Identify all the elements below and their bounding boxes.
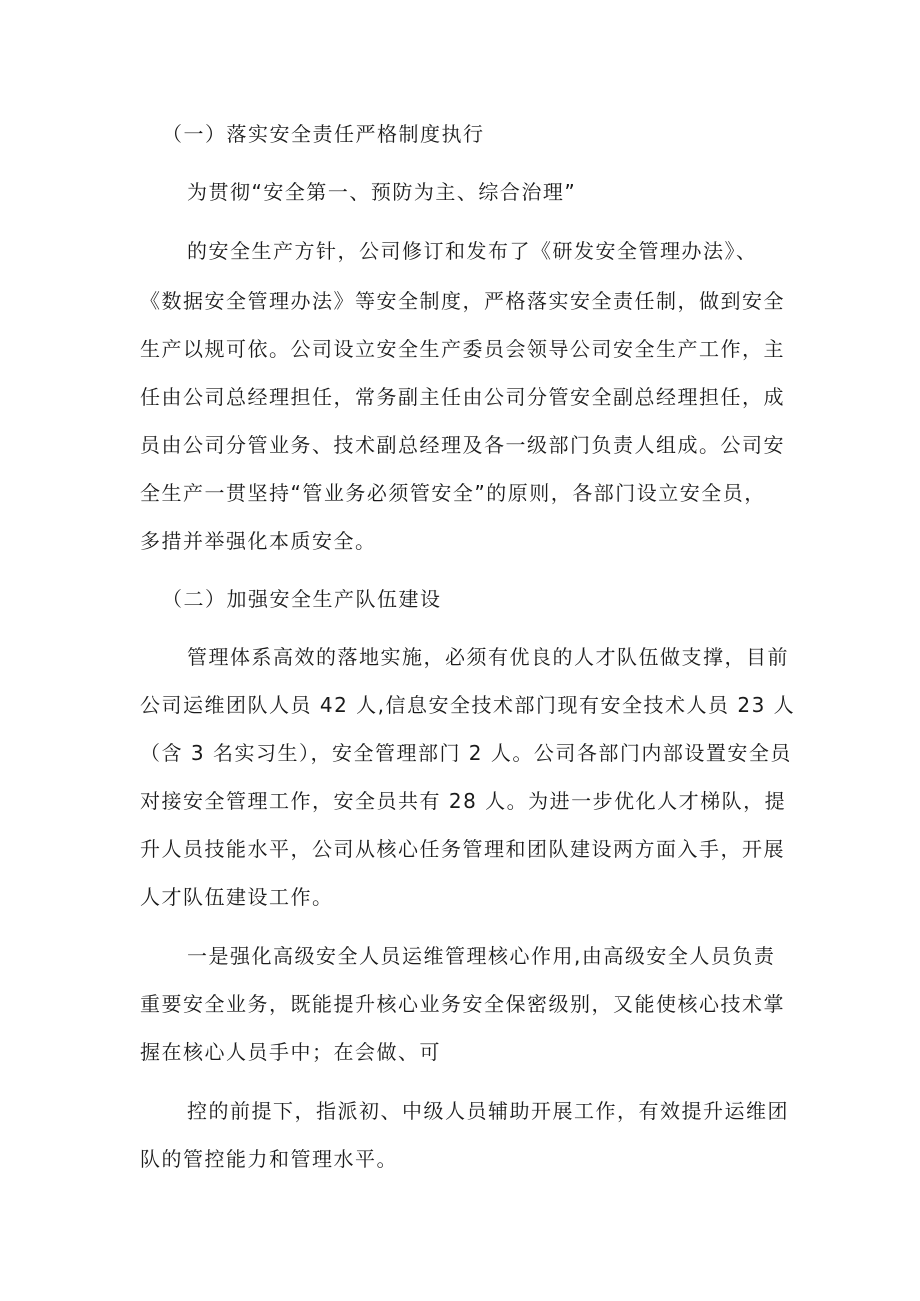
section-heading-2: （二）加强安全生产队伍建设 xyxy=(162,587,442,611)
paragraph-line: 握在核心人员手中；在会做、可 xyxy=(140,1040,441,1064)
paragraph-line: 管理体系高效的落地实施，必须有优良的人才队伍做支撑，目前 xyxy=(187,645,789,669)
paragraph-line: 生产以规可依。公司设立安全生产委员会领导公司安全生产工作，主 xyxy=(140,337,785,361)
paragraph-line: 对接安全管理工作，安全员共有 28 人。为进一步优化人才梯队，提 xyxy=(140,789,787,813)
paragraph-line: 升人员技能水平，公司从核心任务管理和团队建设两方面入手，开展 xyxy=(140,837,785,861)
paragraph-line: 《数据安全管理办法》等安全制度，严格落实安全责任制，做到安全 xyxy=(140,289,785,313)
paragraph-line: 全生产一贯坚持“管业务必须管安全”的原则，各部门设立安全员， xyxy=(140,481,766,505)
paragraph-line: 的安全生产方针，公司修订和发布了《研发安全管理办法》、 xyxy=(187,239,758,263)
paragraph-line: 队的管控能力和管理水平。 xyxy=(140,1147,398,1171)
paragraph-line: 一是强化高级安全人员运维管理核心作用,由高级安全人员负责 xyxy=(187,944,776,968)
paragraph-line: 重要安全业务，既能提升核心业务安全保密级别，又能使核心技术掌 xyxy=(140,992,785,1016)
paragraph-line: 员由公司分管业务、技术副总经理及各一级部门负责人组成。公司安 xyxy=(140,433,785,457)
paragraph-line: 为贯彻“安全第一、预防为主、综合治理” xyxy=(187,180,577,204)
section-heading-1: （一）落实安全责任严格制度执行 xyxy=(162,122,485,146)
paragraph-line: 任由公司总经理担任，常务副主任由公司分管安全副总经理担任，成 xyxy=(140,385,785,409)
paragraph-line: （含 3 名实习生），安全管理部门 2 人。公司各部门内部设置安全员 xyxy=(140,741,792,765)
paragraph-line: 人才队伍建设工作。 xyxy=(140,885,334,909)
paragraph-line: 公司运维团队人员 42 人,信息安全技术部门现有安全技术人员 23 人 xyxy=(140,693,796,717)
paragraph-line: 多措并举强化本质安全。 xyxy=(140,529,377,553)
paragraph-line: 控的前提下，指派初、中级人员辅助开展工作，有效提升运维团 xyxy=(187,1099,789,1123)
